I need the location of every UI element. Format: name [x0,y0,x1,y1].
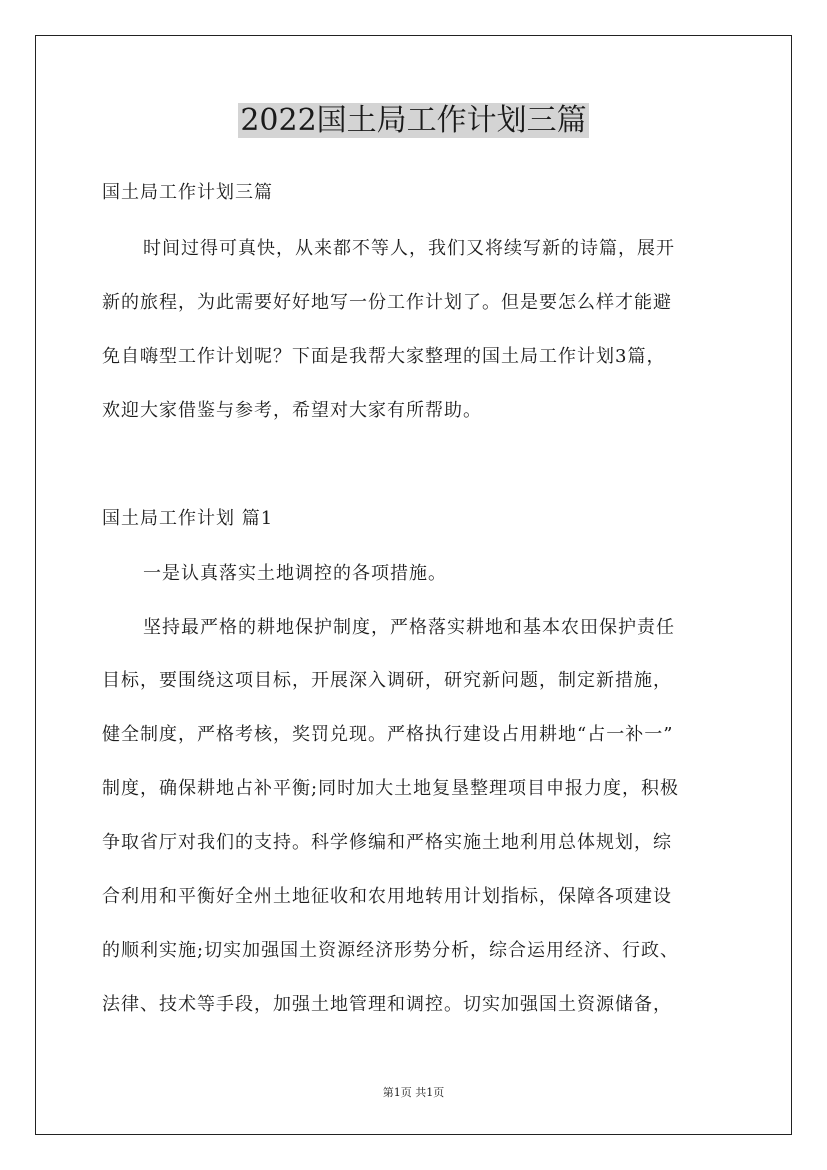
section-1-line-7: 的顺利实施;切实加强国土资源经济形势分析，综合运用经济、行政、 [102,940,680,961]
section-1-point: 一是认真落实土地调控的各项措施。 [143,563,447,584]
page-footer: 第1页 共1页 [382,1086,445,1099]
intro-line-1: 时间过得可真快，从来都不等人，我们又将续写新的诗篇，展开 [143,238,675,259]
section-1-line-6: 合利用和平衡好全州土地征收和农用地转用计划指标，保障各项建设 [102,886,672,907]
section-1-heading: 国土局工作计划 篇1 [102,508,274,529]
intro-line-4: 欢迎大家借鉴与参考，希望对大家有所帮助。 [102,400,482,421]
document-subtitle: 国土局工作计划三篇 [102,182,273,203]
intro-line-3: 免自嗨型工作计划呢？下面是我帮大家整理的国土局工作计划3篇， [102,346,666,367]
section-1-line-2: 目标，要围绕这项目标，开展深入调研，研究新问题，制定新措施， [102,670,672,691]
section-1-line-5: 争取省厅对我们的支持。科学修编和严格实施土地利用总体规划，综 [102,832,672,853]
section-1-line-3: 健全制度，严格考核，奖罚兑现。严格执行建设占用耕地“占一补一” [102,724,674,745]
document-title [0,99,827,143]
section-1-line-8: 法律、技术等手段，加强土地管理和调控。切实加强国土资源储备， [102,994,672,1015]
intro-line-2: 新的旅程，为此需要好好地写一份工作计划了。但是要怎么样才能避 [102,292,672,313]
section-1-line-1: 坚持最严格的耕地保护制度，严格落实耕地和基本农田保护责任 [143,617,675,638]
document-title-text: 2022国土局工作计划三篇 [240,103,587,138]
section-1-line-4: 制度，确保耕地占补平衡;同时加大土地复垦整理项目申报力度，积极 [102,778,680,799]
